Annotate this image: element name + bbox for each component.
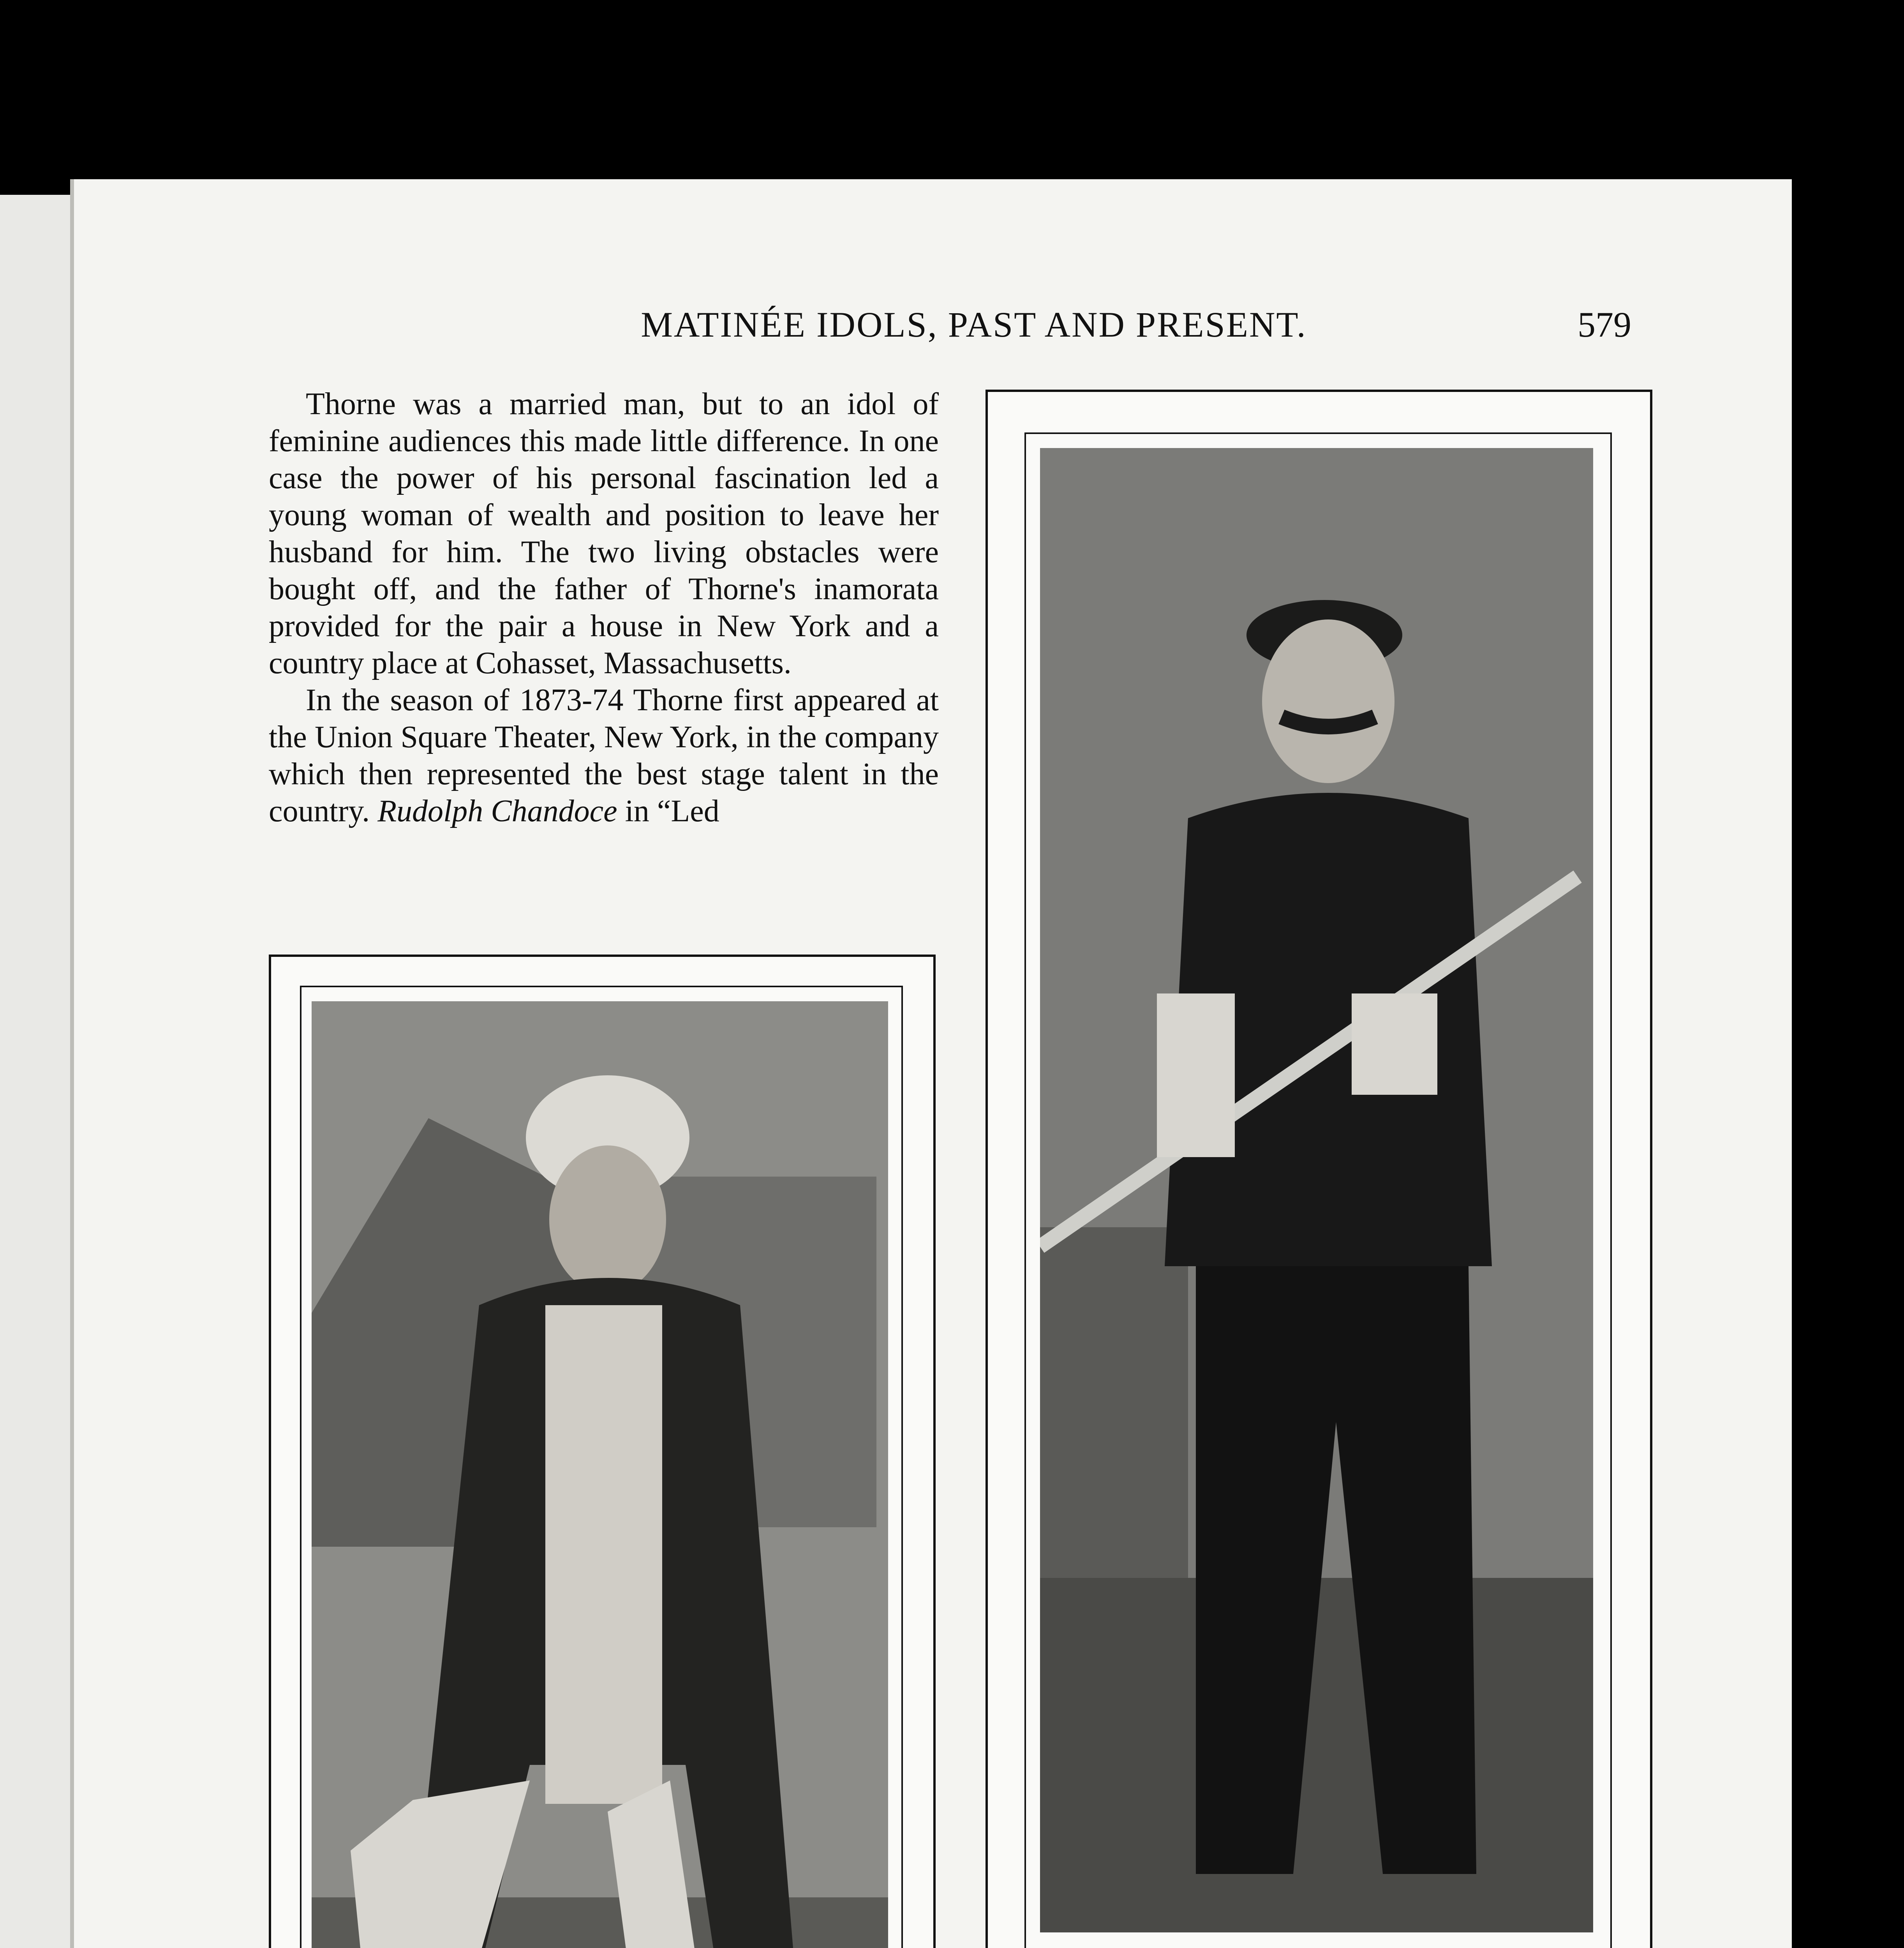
left-column-text <box>269 386 939 830</box>
photo-charles-thorne <box>312 1001 888 1948</box>
paragraph: Thorne was a married man, but to an idol of feminine audiences this made little difference. In one case the power of his personal fascination led a young woman of wealth and position to leave her husband for him. The two living obstacles were bought off, and the father of Thorne's inamorata provided for the pair a house in New York and a country place at Cohasset, Massachusetts. <box>269 387 939 680</box>
paragraph: In the season of 1873-74 Thorne first appeared at the Union Square Theater, New York, in the company which then represented the best stage talent in the country. Rudolph Chandoce in “Led <box>269 683 939 828</box>
page-number: 579 <box>1578 305 1631 344</box>
photo-harry-montague <box>1040 448 1593 1932</box>
running-header: MATINÉE IDOLS, PAST AND PRESENT. <box>641 305 1307 344</box>
soldier-figure-illustration <box>1040 448 1593 1932</box>
role-name: Rudolph Chandoce <box>377 794 617 828</box>
costumed-figure-illustration <box>312 1001 888 1948</box>
